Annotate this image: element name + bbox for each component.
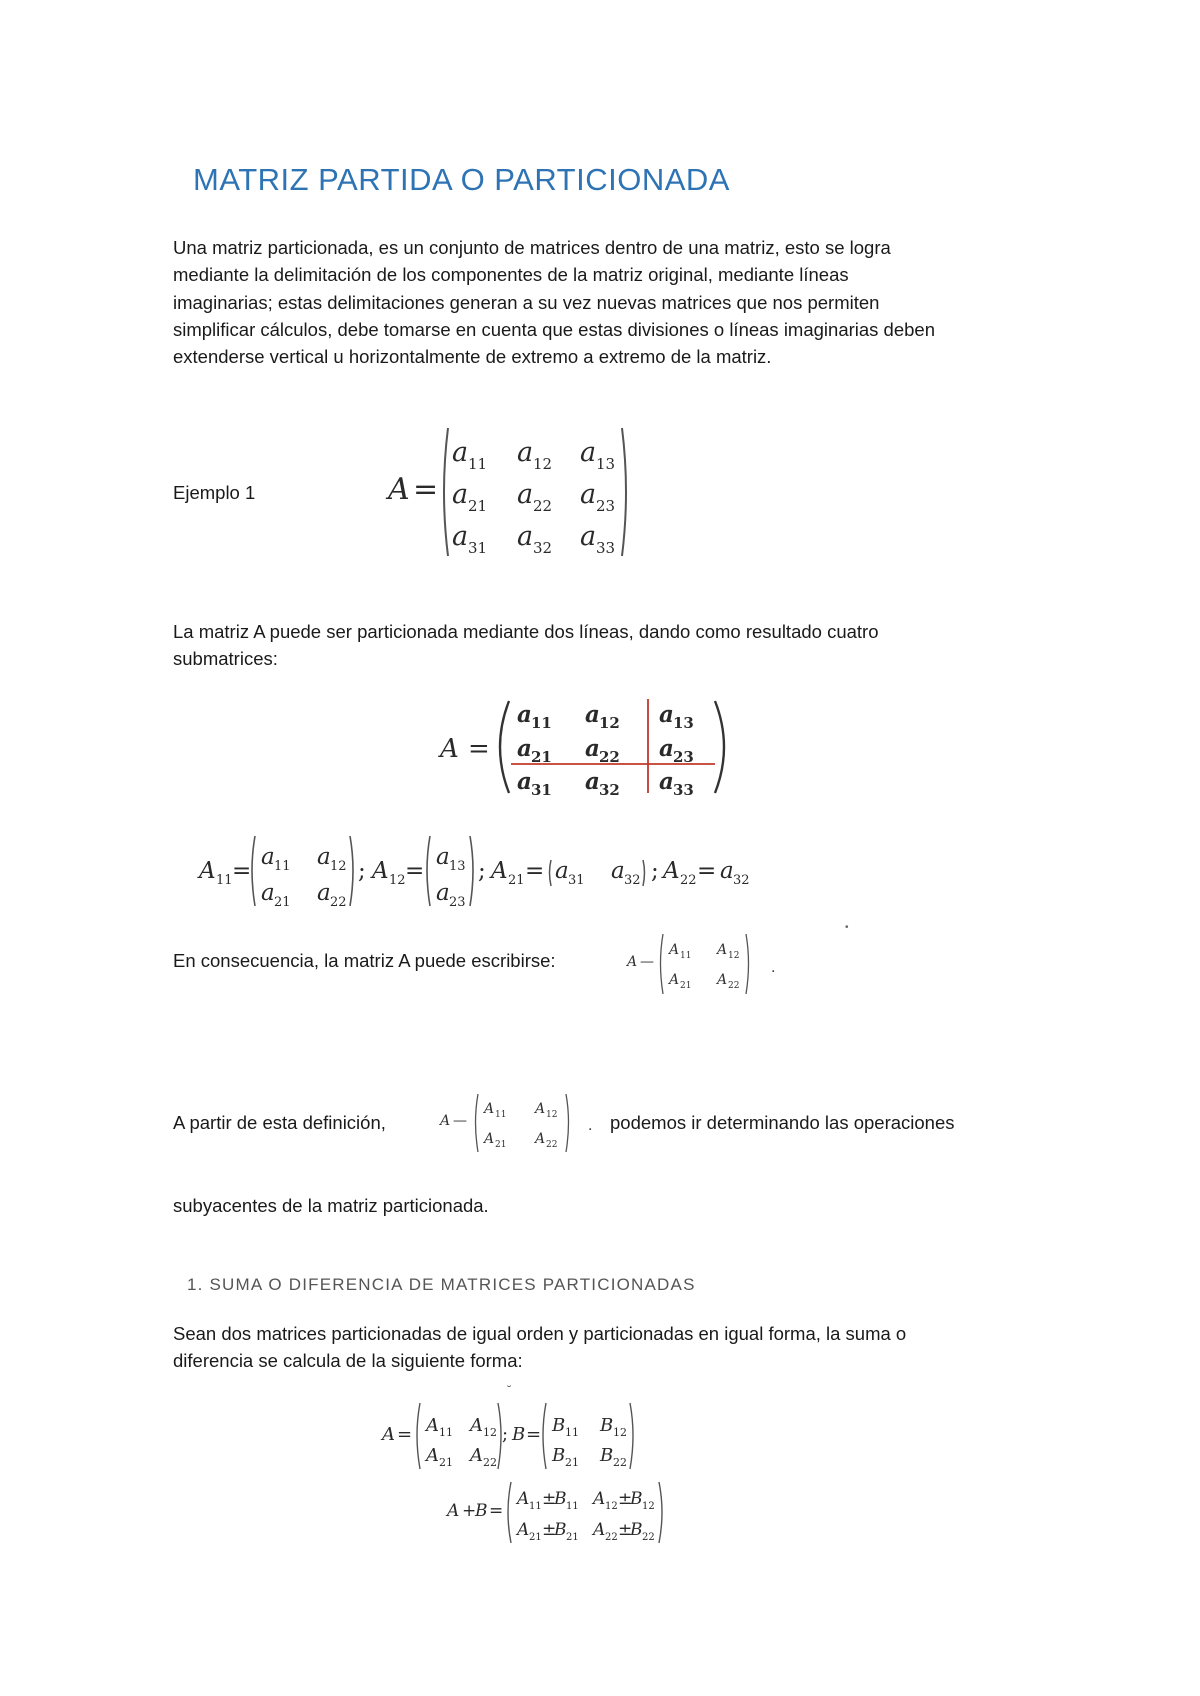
svg-text:.: . (771, 960, 776, 976)
svg-text:A: A (470, 1445, 483, 1466)
svg-text:—: — (453, 1113, 467, 1129)
svg-text:B: B (512, 1424, 526, 1445)
svg-text:A: A (447, 1501, 460, 1521)
svg-text:a: a (580, 479, 597, 510)
svg-text:11: 11 (495, 1110, 507, 1120)
svg-text:A: A (593, 1489, 606, 1509)
svg-text:A: A (517, 1520, 530, 1540)
svg-text:A: A (484, 1131, 495, 1147)
svg-text:A: A (426, 1415, 439, 1436)
svg-text:;: ; (478, 858, 486, 884)
svg-text:B: B (552, 1445, 566, 1466)
sum-difference-formula (445, 1480, 685, 1545)
matrix-a-block-form-inline (438, 1090, 603, 1155)
svg-text:11: 11 (680, 951, 692, 961)
svg-text:a: a (261, 880, 275, 906)
svg-text:a: a (436, 880, 450, 906)
svg-text:a: a (317, 880, 331, 906)
svg-text:a: a (436, 844, 450, 870)
svg-text:23: 23 (673, 748, 694, 766)
svg-text:a: a (517, 735, 532, 762)
definition-suffix: podemos ir determinando las operaciones (610, 1112, 955, 1133)
intro-line: simplificar cálculos, debe tomarse en cuenta que estas divisiones o líneas imaginarias deben (173, 318, 936, 340)
svg-text:B: B (630, 1489, 643, 1509)
svg-text:A: A (382, 1424, 395, 1445)
svg-text:B: B (554, 1520, 567, 1540)
svg-text:˘: ˘ (506, 1385, 512, 1398)
svg-text:A: A (669, 972, 680, 988)
svg-text:21: 21 (565, 1456, 579, 1469)
stray-mark: • (845, 922, 849, 933)
matrix-a-3x3 (380, 420, 640, 565)
section1-line: diferencia se calcula de la siguiente forma: (173, 1350, 523, 1372)
svg-text:12: 12 (389, 873, 406, 888)
svg-text:11: 11 (439, 1426, 453, 1439)
svg-text:22: 22 (605, 1532, 618, 1543)
svg-text:21: 21 (495, 1140, 507, 1150)
svg-text:12: 12 (613, 1426, 627, 1439)
svg-text:22: 22 (483, 1456, 497, 1469)
svg-text:11: 11 (216, 873, 233, 888)
svg-text:12: 12 (642, 1501, 655, 1512)
svg-text:21: 21 (566, 1532, 579, 1543)
svg-text:31: 31 (568, 873, 585, 888)
svg-text:A: A (517, 1489, 530, 1509)
svg-text:22: 22 (613, 1456, 627, 1469)
svg-text:11: 11 (565, 1426, 579, 1439)
svg-text:A: A (593, 1520, 606, 1540)
svg-text:12: 12 (546, 1110, 558, 1120)
svg-text:a: a (585, 768, 600, 795)
svg-text:A: A (491, 858, 508, 884)
svg-text:A: A (440, 734, 459, 764)
svg-text:A: A (535, 1101, 546, 1117)
svg-text:a: a (452, 521, 469, 552)
section1-line: Sean dos matrices particionadas de igual orden y particionadas en igual forma, la suma o (173, 1323, 907, 1344)
svg-text:12: 12 (728, 951, 740, 961)
intro-paragraph (173, 234, 1053, 370)
svg-text:=: = (468, 734, 490, 764)
svg-text:a: a (452, 479, 469, 510)
svg-text:a: a (580, 521, 597, 552)
svg-text:=: = (397, 1424, 413, 1445)
svg-text:22: 22 (642, 1532, 655, 1543)
svg-text:11: 11 (531, 714, 552, 732)
svg-text:23: 23 (449, 895, 466, 910)
svg-text:21: 21 (274, 895, 291, 910)
svg-text:a: a (517, 768, 532, 795)
svg-text:11: 11 (529, 1501, 542, 1512)
svg-text:12: 12 (533, 455, 553, 473)
intro-line: extenderse vertical u horizontalmente de extremo a extremo de la matriz. (173, 346, 772, 368)
svg-text:a: a (261, 844, 275, 870)
svg-text:12: 12 (599, 714, 620, 732)
svg-text:=: = (489, 1501, 504, 1521)
svg-text:.: . (588, 1118, 593, 1134)
svg-text:B: B (475, 1501, 488, 1521)
svg-text:=: = (232, 858, 252, 884)
example1-label: Ejemplo 1 (173, 482, 256, 503)
page-title: MATRIZ PARTIDA O PARTICIONADA (193, 162, 730, 197)
svg-text:12: 12 (483, 1426, 497, 1439)
svg-text:22: 22 (680, 873, 697, 888)
svg-text:=: = (697, 858, 717, 884)
svg-text:a: a (317, 844, 331, 870)
svg-text:±: ± (542, 1489, 557, 1509)
svg-text:B: B (554, 1489, 567, 1509)
matrix-a-block-form (625, 930, 785, 1000)
svg-text:±: ± (618, 1489, 633, 1509)
svg-text:B: B (600, 1445, 614, 1466)
intro-line: imaginarias; estas delimitaciones generan a su vez nuevas matrices que nos permiten (173, 291, 880, 313)
svg-text:33: 33 (596, 539, 616, 557)
svg-text:12: 12 (605, 1501, 618, 1512)
svg-text:A: A (440, 1113, 451, 1129)
svg-text:a: a (659, 701, 674, 728)
svg-text:±: ± (542, 1520, 557, 1540)
svg-text:32: 32 (733, 873, 750, 888)
svg-text:A: A (470, 1415, 483, 1436)
svg-text:a: a (659, 768, 674, 795)
svg-text:=: = (525, 858, 545, 884)
svg-text:A: A (372, 858, 389, 884)
svg-text:a: a (585, 735, 600, 762)
submatrices-definition (195, 830, 765, 910)
svg-text:21: 21 (680, 981, 692, 991)
svg-text:13: 13 (449, 859, 466, 874)
svg-text:a: a (517, 701, 532, 728)
svg-text:A: A (484, 1101, 495, 1117)
svg-text:=: = (405, 858, 425, 884)
svg-text:A: A (535, 1131, 546, 1147)
svg-text:B: B (600, 1415, 614, 1436)
svg-text:11: 11 (468, 455, 488, 473)
svg-text:11: 11 (566, 1501, 579, 1512)
svg-text:32: 32 (533, 539, 553, 557)
svg-text:=: = (526, 1424, 542, 1445)
partition-line: submatrices: (173, 648, 278, 670)
svg-text:22: 22 (728, 981, 740, 991)
svg-text:a: a (659, 735, 674, 762)
section1-paragraph (173, 1320, 1053, 1375)
svg-text:A: A (426, 1445, 439, 1466)
intro-line: Una matriz particionada, es un conjunto de matrices dentro de una matriz, esto se logra (173, 237, 891, 258)
intro-line: mediante la delimitación de los componentes de la matriz original, mediante líneas (173, 264, 849, 286)
svg-text:B: B (630, 1520, 643, 1540)
definition-continuation: subyacentes de la matriz particionada. (173, 1195, 489, 1216)
svg-text:21: 21 (439, 1456, 453, 1469)
svg-text:11: 11 (274, 859, 291, 874)
partition-line: La matriz A puede ser particionada mediante dos líneas, dando como resultado cuatro (173, 621, 879, 642)
svg-text:33: 33 (673, 781, 694, 799)
svg-text:;: ; (358, 858, 366, 884)
section1-heading: 1. SUMA O DIFERENCIA DE MATRICES PARTICIONADAS (187, 1275, 696, 1294)
svg-text:13: 13 (673, 714, 694, 732)
svg-text:a: a (611, 858, 625, 884)
svg-text:21: 21 (529, 1532, 542, 1543)
definition-prefix: A partir de esta definición, (173, 1112, 386, 1133)
svg-text:12: 12 (330, 859, 347, 874)
svg-text:a: a (517, 521, 534, 552)
svg-text:=: = (413, 472, 439, 507)
svg-text:21: 21 (531, 748, 552, 766)
consequence-text: En consecuencia, la matriz A puede escribirse: (173, 950, 556, 971)
svg-text:a: a (720, 858, 734, 884)
svg-text:32: 32 (624, 873, 641, 888)
matrix-a-partitioned (435, 695, 735, 800)
svg-text:A: A (717, 942, 728, 958)
svg-text:32: 32 (599, 781, 620, 799)
svg-text:21: 21 (508, 873, 525, 888)
svg-text:a: a (517, 479, 534, 510)
svg-text:a: a (585, 701, 600, 728)
svg-text:;: ; (502, 1424, 509, 1445)
svg-text:A: A (627, 954, 638, 970)
svg-text:A: A (388, 472, 410, 507)
svg-text:22: 22 (546, 1140, 558, 1150)
svg-text:13: 13 (596, 455, 616, 473)
svg-text:22: 22 (599, 748, 620, 766)
svg-text:a: a (517, 437, 534, 468)
matrices-a-b-definition (380, 1385, 650, 1470)
svg-text:a: a (580, 437, 597, 468)
svg-text:21: 21 (468, 497, 488, 515)
svg-text:±: ± (618, 1520, 633, 1540)
svg-text:23: 23 (596, 497, 616, 515)
svg-text:31: 31 (531, 781, 552, 799)
svg-text:A: A (663, 858, 680, 884)
svg-text:A: A (199, 858, 216, 884)
svg-text:22: 22 (330, 895, 347, 910)
svg-text:A: A (717, 972, 728, 988)
svg-text:—: — (640, 954, 654, 970)
svg-text:+: + (462, 1501, 477, 1521)
svg-text:22: 22 (533, 497, 553, 515)
svg-text:;: ; (651, 858, 659, 884)
svg-text:a: a (555, 858, 569, 884)
svg-text:A: A (669, 942, 680, 958)
svg-text:a: a (452, 437, 469, 468)
partition-paragraph (173, 618, 1053, 673)
svg-text:B: B (552, 1415, 566, 1436)
svg-text:31: 31 (468, 539, 488, 557)
